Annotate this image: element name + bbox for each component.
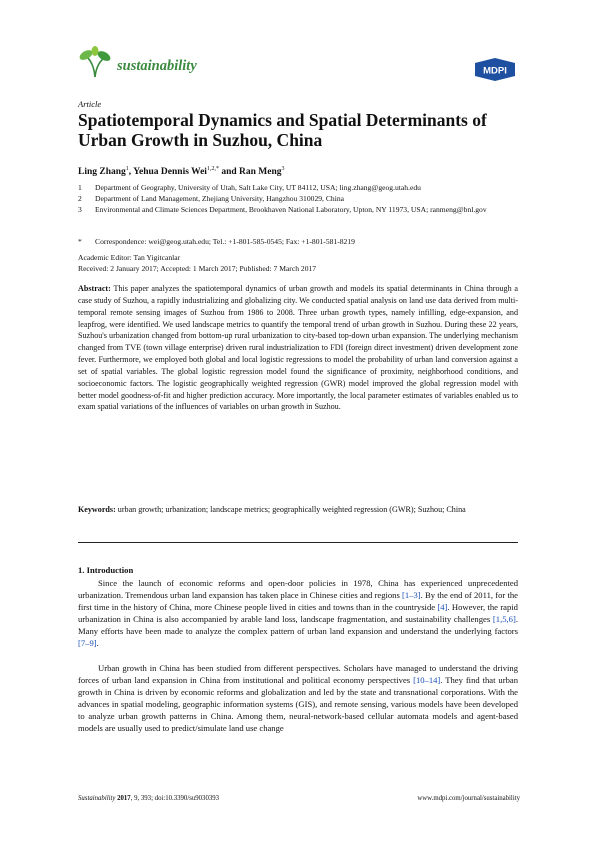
keywords (78, 504, 518, 516)
affiliation-number: 2 (78, 194, 82, 203)
paragraph-text: . However, the rapid urbanization in China is also accompanied by arable land loss, landscape fragmentation, and sustainability challenges (78, 602, 518, 625)
section-divider (78, 542, 518, 543)
footer-year: 2017 (117, 795, 131, 802)
footer-citation (78, 795, 219, 802)
author-list (78, 166, 285, 177)
mdpi-logo-icon (473, 57, 517, 82)
section-heading: 1. Introduction (78, 565, 134, 575)
affiliation-text: Department of Geography, University of Utah, Salt Lake City, UT 84112, USA; ling.zhang@geog.utah.edu (95, 183, 421, 192)
affiliation-number: 3 (78, 205, 82, 214)
article-title: Spatiotemporal Dynamics and Spatial Determinants of Urban Growth in Suzhou, China (78, 110, 487, 150)
author-affiliation-mark: 1 (125, 166, 129, 172)
keywords-text: urban growth; urbanization; landscape metrics; geographically weighted regression (GWR); Suzhou; China (117, 505, 466, 514)
affiliation-text: Department of Land Management, Zhejiang University, Hangzhou 310029, China (95, 194, 344, 203)
citation-link[interactable]: [1–3] (402, 590, 421, 601)
correspondence-mark: * (78, 237, 82, 246)
citation-link[interactable]: [10–14] (413, 675, 441, 686)
paragraph-text: . They find that urban growth in China is driven by economic reforms and globalization and led by the state and transnational corporations. With the advances in spatial modeling, geographic information systems (GIS), and remote sensing, various models have been developed to analyze urban growth patterns in China. Among them, neural-network-based cellular automata models and agent-based models are usually used to predict/simulate land use change (78, 675, 518, 734)
correspondence-text: Correspondence: wei@geog.utah.edu; Tel.: +1-801-585-0545; Fax: +1-801-581-8219 (95, 237, 355, 246)
author-separator: , (128, 167, 134, 178)
author-affiliation-mark: 1,2,* (206, 166, 219, 172)
mdpi-logo-text: MDPI (483, 65, 507, 77)
author-separator: and (218, 167, 240, 178)
citation-link[interactable]: [1,5,6] (492, 614, 516, 625)
paragraph-text: . By the end of 2011, for the first time in the history of China, more Chinese people lived in cities and towns than in the countryside (78, 590, 518, 613)
footer-journal-url[interactable]: www.mdpi.com/journal/sustainability (417, 795, 520, 802)
paragraph-text: Urban growth in China has been studied from different perspectives. Scholars have managed to understand the driving forces of urban land expansion in China from institutional and political economy perspectives (78, 663, 518, 686)
publication-dates: Received: 2 January 2017; Accepted: 1 March 2017; Published: 7 March 2017 (78, 264, 317, 273)
body-paragraph (78, 662, 518, 735)
abstract (78, 283, 518, 413)
author-name: Yehua Dennis Wei (133, 167, 207, 178)
keywords-label: Keywords: (78, 505, 116, 514)
footer-doi: , 9, 393; doi:10.3390/su9030393 (130, 795, 220, 802)
author-name: Ran Meng (239, 167, 282, 178)
citation-link[interactable]: [4] (437, 602, 448, 613)
author-name: Ling Zhang (78, 167, 126, 178)
abstract-label: Abstract: (78, 284, 111, 293)
affiliation-number: 1 (78, 183, 82, 192)
academic-editor: Academic Editor: Tan Yigitcanlar (78, 253, 181, 262)
paragraph-text: Since the launch of economic reforms and open-door policies in 1978, China has experienced unprecedented urbanization. Tremendous urban land expansion has taken place in Chinese cities and regions (78, 578, 518, 601)
journal-leaf-logo-icon (78, 46, 112, 78)
journal-name: sustainability (117, 58, 197, 74)
citation-link[interactable]: [7–9] (78, 638, 97, 649)
article-type: Article (78, 99, 102, 109)
paragraph-text: . (96, 638, 99, 649)
abstract-text: This paper analyzes the spatiotemporal dynamics of urban growth and models its spatial determinants in China through a case study of Suzhou, a rapidly industrializing and globalizing city. We conducted spatial analysis on land use data derived from multi-temporal remote sensing images of Suzhou from 1986 to 2008. Three urban growth types, namely infilling, edge-expansion, and leapfrog, were identified. We used landscape metrics to quantify the temporal trend of urban growth in Suzhou. During these 22 years, Suzhou's urbanization changed from bottom-up rural urbanization to city-based top-down urban expansion. The underlying mechanism changed from TVE (town village enterprise) driven rural industrialization to FDI (foreign direct investment) driven development zone fever. Furthermore, we employed both global and local logistic regressions to model the probability of urban land conversion against a set of spatial variables. The global logistic regression model found the significance of proximity, neighborhood conditions, and socioeconomic factors. The logistic geographically weighted regression (GWR) model improved the global regression model with better model goodness-of-fit and higher prediction accuracy. More importantly, the local parameter estimates of variables enabled us to exam spatial variations of the influences of variables on urban growth in Suzhou. (78, 284, 518, 412)
affiliation-text: Environmental and Climate Sciences Department, Brookhaven National Laboratory, Upton, NY 11973, USA; ranmeng@bnl.gov (95, 205, 487, 214)
paragraph-text: . Many efforts have been made to analyze the complex pattern of urban land expansion and understand the underlying factors (78, 614, 518, 637)
body-paragraph (78, 577, 518, 650)
author-affiliation-mark: 3 (281, 166, 285, 172)
footer-journal: Sustainability (78, 795, 116, 802)
